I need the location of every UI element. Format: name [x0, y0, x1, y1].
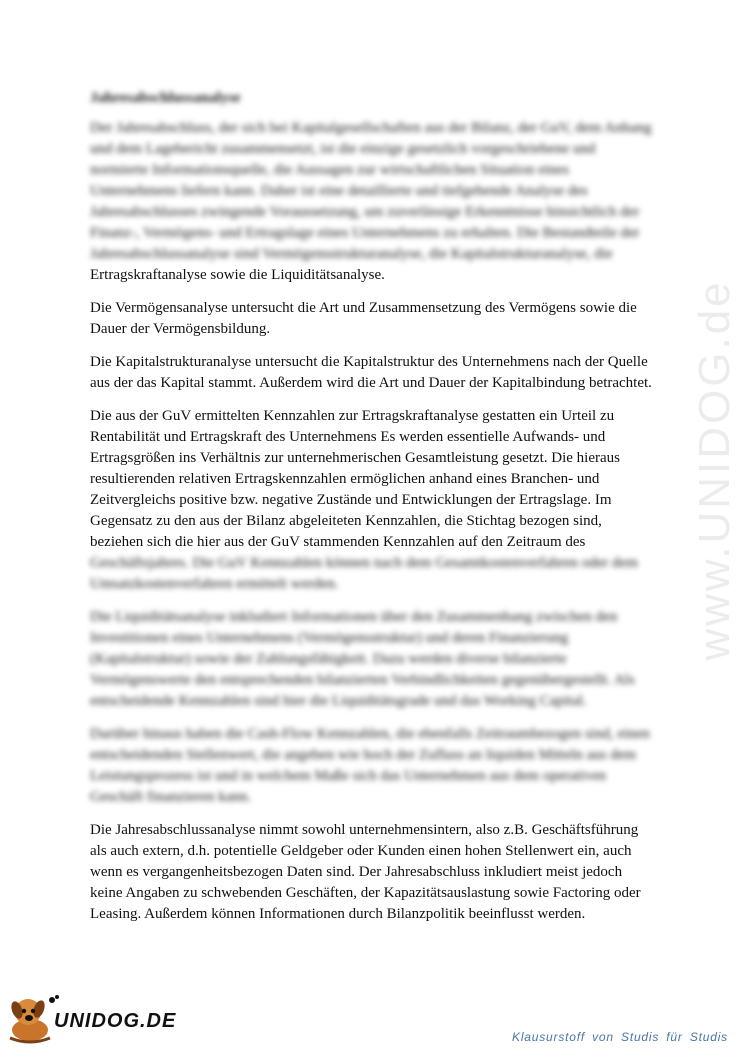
paragraph-4 — [90, 406, 655, 595]
document-body — [90, 88, 655, 937]
watermark: www.UNIDOG.de — [690, 279, 739, 661]
footer-tagline: Klausurstoff von Studis für Studis — [512, 1030, 728, 1044]
logo-text: UNIDOG.DE — [54, 1010, 177, 1032]
document-heading: Jahresabschlussanalyse — [90, 90, 241, 106]
paragraph-3: Die Kapitalstrukturanalyse untersucht die Kapitalstruktur des Unternehmens nach der Quelle aus der das Kapital stammt. Außerdem wird die Art und Dauer der Kapitalbindung betrachtet. — [90, 354, 652, 391]
paragraph-7: Die Jahresabschlussanalyse nimmt sowohl unternehmensintern, also z.B. Geschäftsführung als auch extern, d.h. potentielle Geldgeber oder Kunden einen hohen Stellenwert ein, auch wenn es vergangenheitsbezogen Daten sind. Der Jahresabschluss inkludiert meist jedoch keine Angaben zu schwebenden Geschäften, der Kapazitätsauslastung sowie Factoring oder Leasing. Außerdem können Informationen durch Bilanzpolitik beeinflusst werden. — [90, 822, 641, 922]
paragraph-4-visible: Die aus der GuV ermittelten Kennzahlen zur Ertragskraftanalyse gestatten ein Urteil zu Rentabilität und Ertragskraft des Unternehmens Es werden essentielle Aufwands- und Ertragsgrößen ins Verhältnis zur unternehmerischen Gesamtleistung gesetzt. Die hieraus resultierenden relativen Ertragskennzahlen ermöglichen anhand eines Branchen- und Zeitvergleichs positive bzw. negative Zustände und Entwicklungen der Ertragslage. Im Gegensatz zu den aus der Bilanz abgeleiteten Kennzahlen, die Stichtag bezogen sind, beziehen sich die hier aus der GuV stammenden Kennzahlen auf den Zeitraum des — [90, 408, 620, 550]
paragraph-4-blurred: Geschäftsjahres. Die GuV Kennzahlen können nach dem Gesamtkostenverfahren oder dem Umsatzkostenverfahren ermittelt werden. — [90, 555, 638, 592]
paragraph-1-visible: Ertragskraftanalyse sowie die Liquiditätsanalyse. — [90, 267, 385, 283]
unidog-logo[interactable] — [2, 988, 177, 1048]
paragraph-6: Darüber hinaus haben die Cash-Flow Kennzahlen, die ebenfalls Zeitraumbezogen sind, einen entscheidenden Stellenwert, die angeben wie hoch der Zufluss an liquiden Mitteln aus dem Leistungsprozess ist und in welchem Maße sich das Unternehmen aus dem operativen Geschäft finanzieren kann. — [90, 726, 650, 805]
paragraph-5: Die Liquiditätsanalyse inkludiert Informationen über den Zusammenhang zwischen den Investitionen eines Unternehmens (Vermögensstruktur) und deren Finanzierung (Kapitalstruktur) sowie der Zahlungsfähigkeit. Dazu werden diverse bilanzierte Vermögenswerte den entsprechenden bilanzierten Verbindlichkeiten gegenübergestellt. Als entscheidende Kennzahlen sind hier die Liquiditätsgrade und das Working Capital. — [90, 609, 635, 709]
paragraph-1 — [90, 118, 655, 286]
paragraph-1-blurred: Der Jahresabschluss, der sich bei Kapitalgesellschaften aus der Bilanz, der GuV, dem Anhang und dem Lagebericht zusammensetzt, ist die einzige gesetzlich vorgeschriebene und normierte Informationsquelle, die Aussagen zur wirtschaftlichen Situation eines Unternehmens liefern kann. Daher ist eine detaillierte und tiefgehende Analyse des Jahresabschlusses zwingende Voraussetzung, um zuverlässige Erkenntnisse hinsichtlich der Finanz-, Vermögens- und Ertragslage eines Unternehmens zu erhalten. Die Bestandteile der Jahresabschlussanalyse sind Vermögensstrukturanalyse, die Kapitalstrukturanalyse, die — [90, 120, 652, 262]
dog-mascot-icon — [2, 988, 62, 1048]
paragraph-2: Die Vermögensanalyse untersucht die Art und Zusammensetzung des Vermögens sowie die Dauer der Vermögensbildung. — [90, 300, 637, 337]
